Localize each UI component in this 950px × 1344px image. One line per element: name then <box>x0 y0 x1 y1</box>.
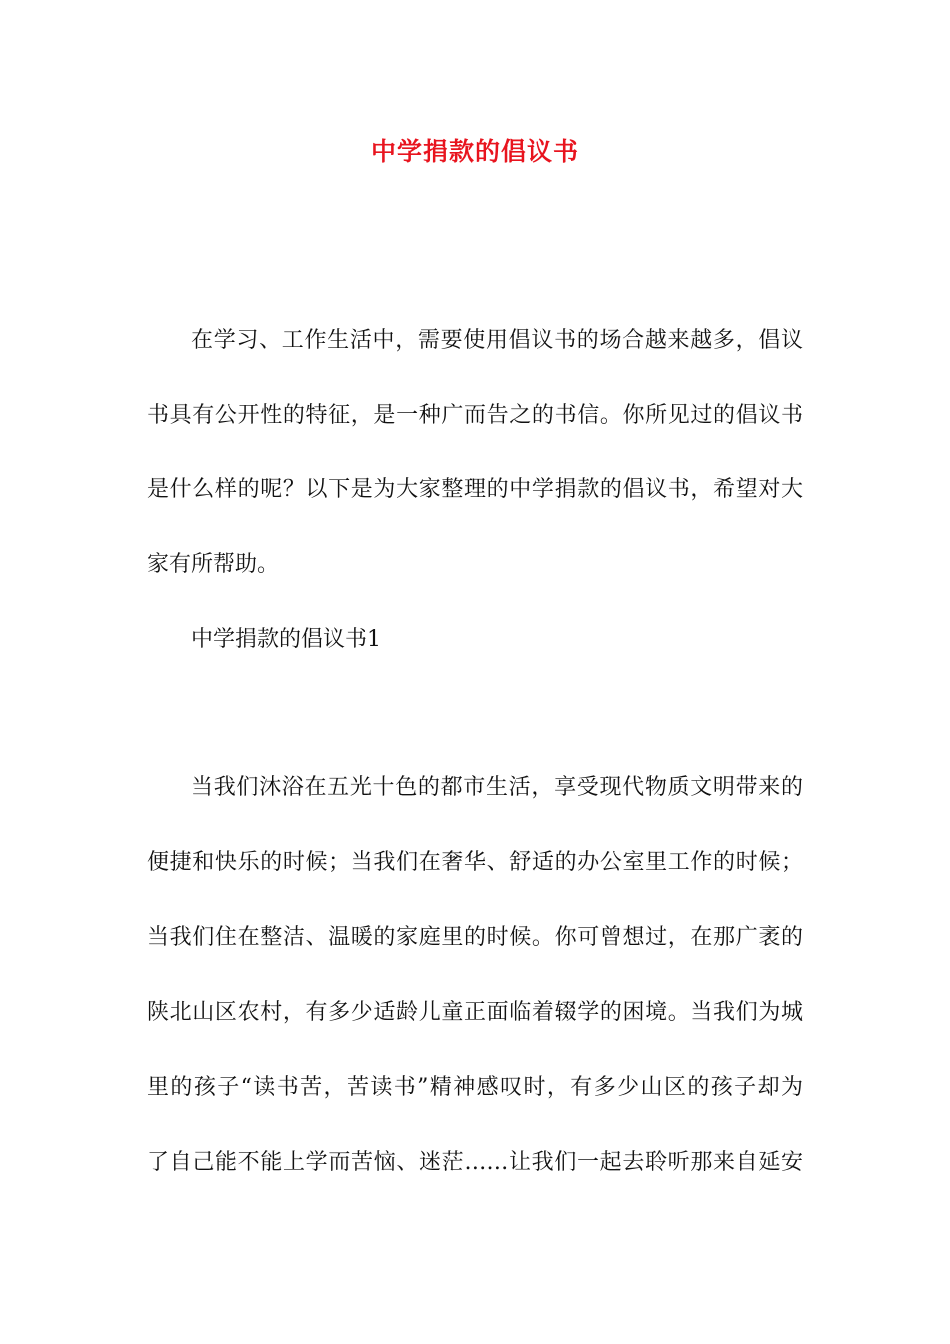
intro-line: 家有所帮助。 <box>147 552 280 577</box>
body-line: 便捷和快乐的时候；当我们在奢华、舒适的办公室里工作的时候； <box>147 850 803 875</box>
intro-line: 书具有公开性的特征，是一种广而告之的书信。你所见过的倡议书 <box>147 403 803 428</box>
document-title: 中学捐款的倡议书 <box>370 137 579 166</box>
body-line: 当我们住在整洁、温暖的家庭里的时候。你可曾想过，在那广袤的 <box>147 925 803 950</box>
intro-line: 是什么样的呢？以下是为大家整理的中学捐款的倡议书，希望对大 <box>147 477 803 502</box>
section-subheading: 中学捐款的倡议书1 <box>191 627 381 652</box>
body-line: 了自己能不能上学而苦恼、迷茫……让我们一起去聆听那来自延安 <box>147 1150 803 1175</box>
body-line: 陕北山区农村，有多少适龄儿童正面临着辍学的困境。当我们为城 <box>147 1000 803 1025</box>
intro-line: 在学习、工作生活中，需要使用倡议书的场合越来越多，倡议 <box>191 328 803 353</box>
body-line: 当我们沐浴在五光十色的都市生活，享受现代物质文明带来的 <box>191 775 803 800</box>
body-line: 里的孩子“读书苦，苦读书”精神感叹时，有多少山区的孩子却为 <box>147 1075 803 1100</box>
